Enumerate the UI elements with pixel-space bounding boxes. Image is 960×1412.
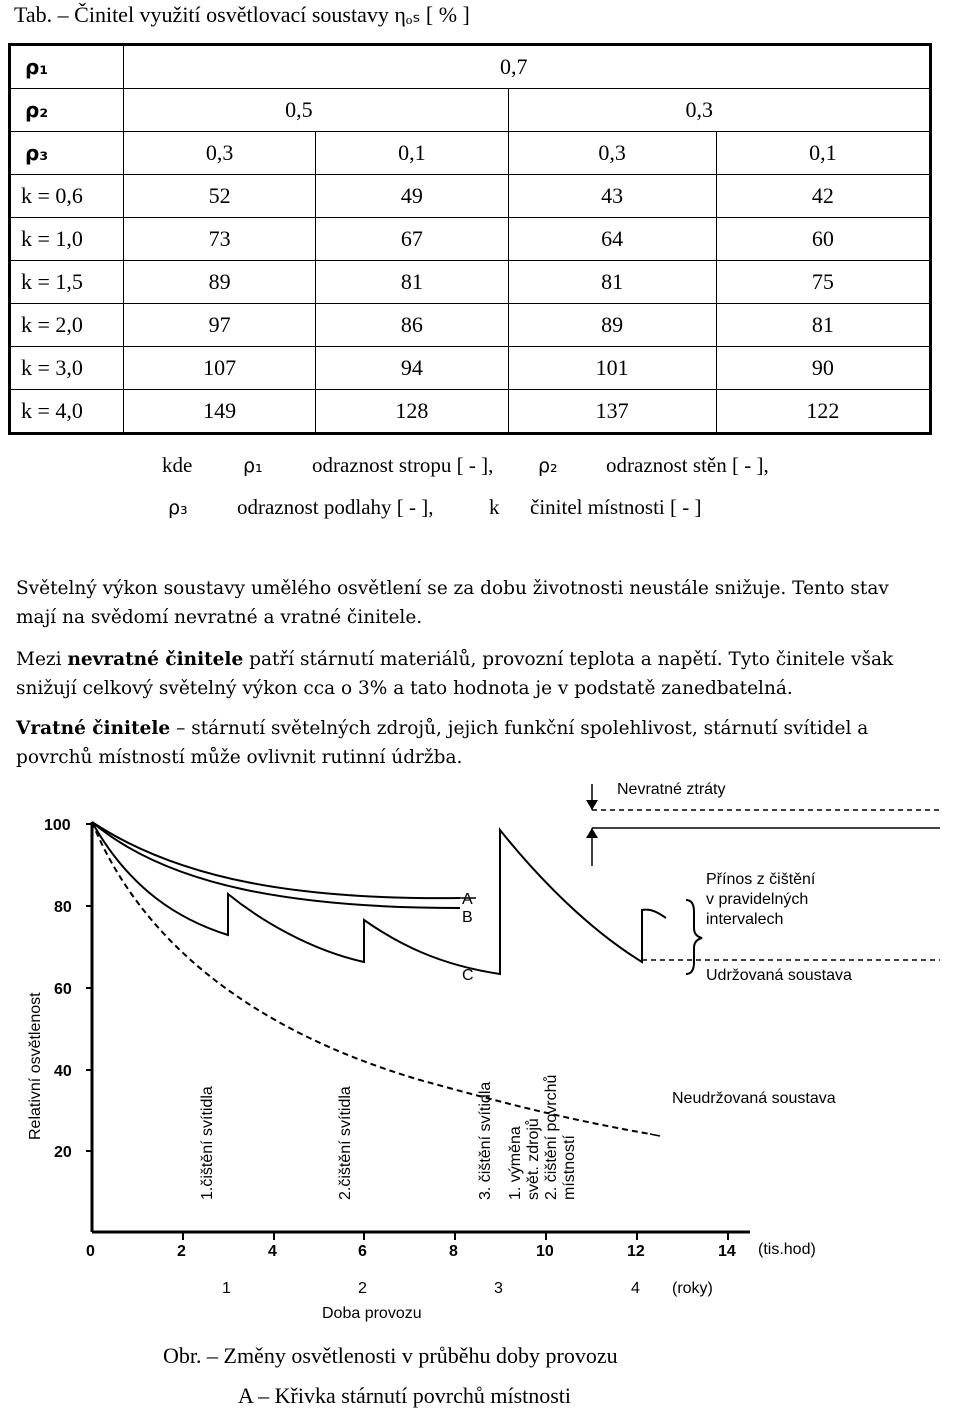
curve-label-c: C [462, 967, 474, 984]
arrow-up-icon [586, 828, 598, 866]
k-label: k = 0,6 [10, 175, 124, 218]
table-cell: 81 [508, 261, 716, 304]
paragraph-1-line-1: Světelný výkon soustavy umělého osvětlení se za dobu životnosti neustále snižuje. Tento stav [16, 578, 889, 599]
legend-k-symbol: k [489, 495, 500, 519]
legend-rho1-text: odraznost stropu [ - ], [312, 453, 494, 477]
curve-b [92, 822, 460, 908]
paragraph-2-pre: Mezi [16, 649, 68, 670]
x-year-label: 4 [631, 1280, 640, 1297]
coefficient-table [8, 43, 932, 435]
table-row [10, 390, 931, 434]
k-label: k = 1,5 [10, 261, 124, 304]
y-tick-label: 100 [44, 817, 71, 834]
rho3-label: ρ₃ [10, 132, 124, 175]
rho3-value-4: 0,1 [716, 132, 930, 175]
table-cell: 43 [508, 175, 716, 218]
x-axis-label: Doba provozu [322, 1305, 422, 1322]
table-cell: 49 [316, 175, 508, 218]
table-cell: 89 [124, 261, 316, 304]
k-label: k = 1,0 [10, 218, 124, 261]
table-row-rho1 [10, 45, 931, 89]
y-tick-label: 20 [54, 1144, 72, 1161]
event-label-4a: 1. výměna [507, 1126, 524, 1200]
event-label-3: 3. čištění svítidla [477, 1081, 494, 1200]
paragraph-1-line-2: mají na svědomí nevratné a vratné činitele. [16, 607, 423, 628]
table-cell: 137 [508, 390, 716, 434]
paragraph-3-line-2: povrchů místností může ovlivnit rutinní údržba. [16, 747, 463, 768]
table-cell: 107 [124, 347, 316, 390]
table-cell: 94 [316, 347, 508, 390]
paragraph-3-line-1-rest: – stárnutí světelných zdrojů, jejich funkční spolehlivost, stárnutí svítidel a [170, 718, 869, 739]
table-cell: 128 [316, 390, 508, 434]
table-row [10, 304, 931, 347]
table-cell: 86 [316, 304, 508, 347]
x-tick-label: 4 [268, 1243, 277, 1260]
brace-icon [686, 900, 702, 974]
maintained-curve [92, 822, 666, 974]
arrow-down-icon [586, 784, 598, 810]
table-cell: 81 [316, 261, 508, 304]
unmaintained-pointer [650, 1134, 660, 1136]
legend-k-text: činitel místnosti [ - ] [530, 495, 702, 519]
x-tick-label: 0 [86, 1243, 95, 1260]
legend-kde: kde [162, 453, 193, 477]
rho2-label: ρ₂ [10, 89, 124, 132]
paragraph-2-line-1-rest: patří stárnutí materiálů, provozní teplota a napětí. Tyto činitele však [243, 649, 894, 670]
y-tick-label: 80 [54, 899, 72, 916]
table-cell: 97 [124, 304, 316, 347]
table-caption: Tab. – Činitel využití osvětlovací soustavy ηₒₛ [ % ] [14, 2, 470, 27]
annotation-cleaning-benefit-2: v pravidelných [706, 891, 809, 908]
annotation-cleaning-benefit-3: intervalech [706, 911, 784, 928]
y-tick-label: 60 [54, 981, 72, 998]
k-label: k = 3,0 [10, 347, 124, 390]
annotation-maintained-system: Udržovaná soustava [706, 967, 852, 984]
illuminance-figure [0, 770, 960, 1330]
legend-rho3-text: odraznost podlahy [ - ], [237, 495, 434, 519]
legend-rho2-symbol: ρ₂ [538, 455, 558, 477]
rho2-value-2: 0,3 [508, 89, 930, 132]
table-cell: 64 [508, 218, 716, 261]
x-tick-label: 12 [627, 1243, 645, 1260]
event-label-4d: místností [561, 1135, 578, 1200]
table-cell: 90 [716, 347, 930, 390]
table-cell: 52 [124, 175, 316, 218]
x-year-label: 1 [222, 1280, 231, 1297]
k-label: k = 2,0 [10, 304, 124, 347]
table-cell: 73 [124, 218, 316, 261]
table-row [10, 175, 931, 218]
paragraph-3 [16, 714, 960, 772]
x-tick-label: 8 [449, 1243, 458, 1260]
table-cell: 89 [508, 304, 716, 347]
table-cell: 81 [716, 304, 930, 347]
annotation-unmaintained-system: Neudržovaná soustava [672, 1090, 836, 1107]
y-tick-label: 40 [54, 1063, 72, 1080]
x-tick-label: 14 [718, 1243, 736, 1260]
rho1-label: ρ₁ [10, 45, 124, 89]
x-tick-label: 10 [536, 1243, 554, 1260]
x-tick-label: 2 [177, 1243, 186, 1260]
rho3-value-3: 0,3 [508, 132, 716, 175]
curve-a [92, 822, 460, 898]
event-label-4c: 2. čištění povrchů [543, 1074, 560, 1200]
figure-subcaption: A – Křivka stárnutí povrchů místnosti [238, 1383, 572, 1408]
annotation-irreversible-losses: Nevratné ztráty [617, 781, 726, 798]
event-label-4b: svět. zdrojů [525, 1118, 542, 1200]
paragraph-2-bold: nevratné činitele [67, 649, 244, 670]
y-axis-label: Relativní osvětlenost [27, 992, 44, 1140]
x-unit-hours: (tis.hod) [758, 1241, 816, 1258]
table-cell: 149 [124, 390, 316, 434]
table-row [10, 218, 931, 261]
k-label: k = 4,0 [10, 390, 124, 434]
paragraph-1 [16, 574, 960, 632]
rho3-value-2: 0,1 [316, 132, 508, 175]
rho1-value: 0,7 [124, 45, 931, 89]
table-cell: 75 [716, 261, 930, 304]
x-year-label: 2 [358, 1280, 367, 1297]
table-row-rho2 [10, 89, 931, 132]
paragraph-3-bold: Vratné činitele [16, 718, 171, 739]
table-cell: 101 [508, 347, 716, 390]
event-label-2: 2.čištění svítidla [337, 1086, 354, 1200]
paragraph-2 [16, 645, 960, 703]
table-row-rho3 [10, 132, 931, 175]
x-unit-years: (roky) [672, 1280, 713, 1297]
table-cell: 122 [716, 390, 930, 434]
table-cell: 42 [716, 175, 930, 218]
curve-label-b: B [462, 909, 473, 926]
figure-caption: Obr. – Změny osvětlenosti v průběhu doby provozu [163, 1343, 618, 1368]
curve-label-a: A [462, 891, 473, 908]
table-row [10, 347, 931, 390]
legend-rho1-symbol: ρ₁ [243, 455, 263, 477]
table-row [10, 261, 931, 304]
event-label-1: 1.čištění svítidla [199, 1086, 216, 1200]
x-year-label: 3 [494, 1280, 503, 1297]
annotation-cleaning-benefit-1: Přínos z čištění [706, 871, 816, 888]
legend-rho3-symbol: ρ₃ [168, 497, 188, 519]
x-tick-label: 6 [358, 1243, 367, 1260]
rho2-value-1: 0,5 [124, 89, 509, 132]
table-cell: 67 [316, 218, 508, 261]
rho3-value-1: 0,3 [124, 132, 316, 175]
legend-rho2-text: odraznost stěn [ - ], [606, 453, 769, 477]
paragraph-2-line-2: snižují celkový světelný výkon cca o 3% a tato hodnota je v podstatě zanedbatelná. [16, 678, 793, 699]
table-cell: 60 [716, 218, 930, 261]
